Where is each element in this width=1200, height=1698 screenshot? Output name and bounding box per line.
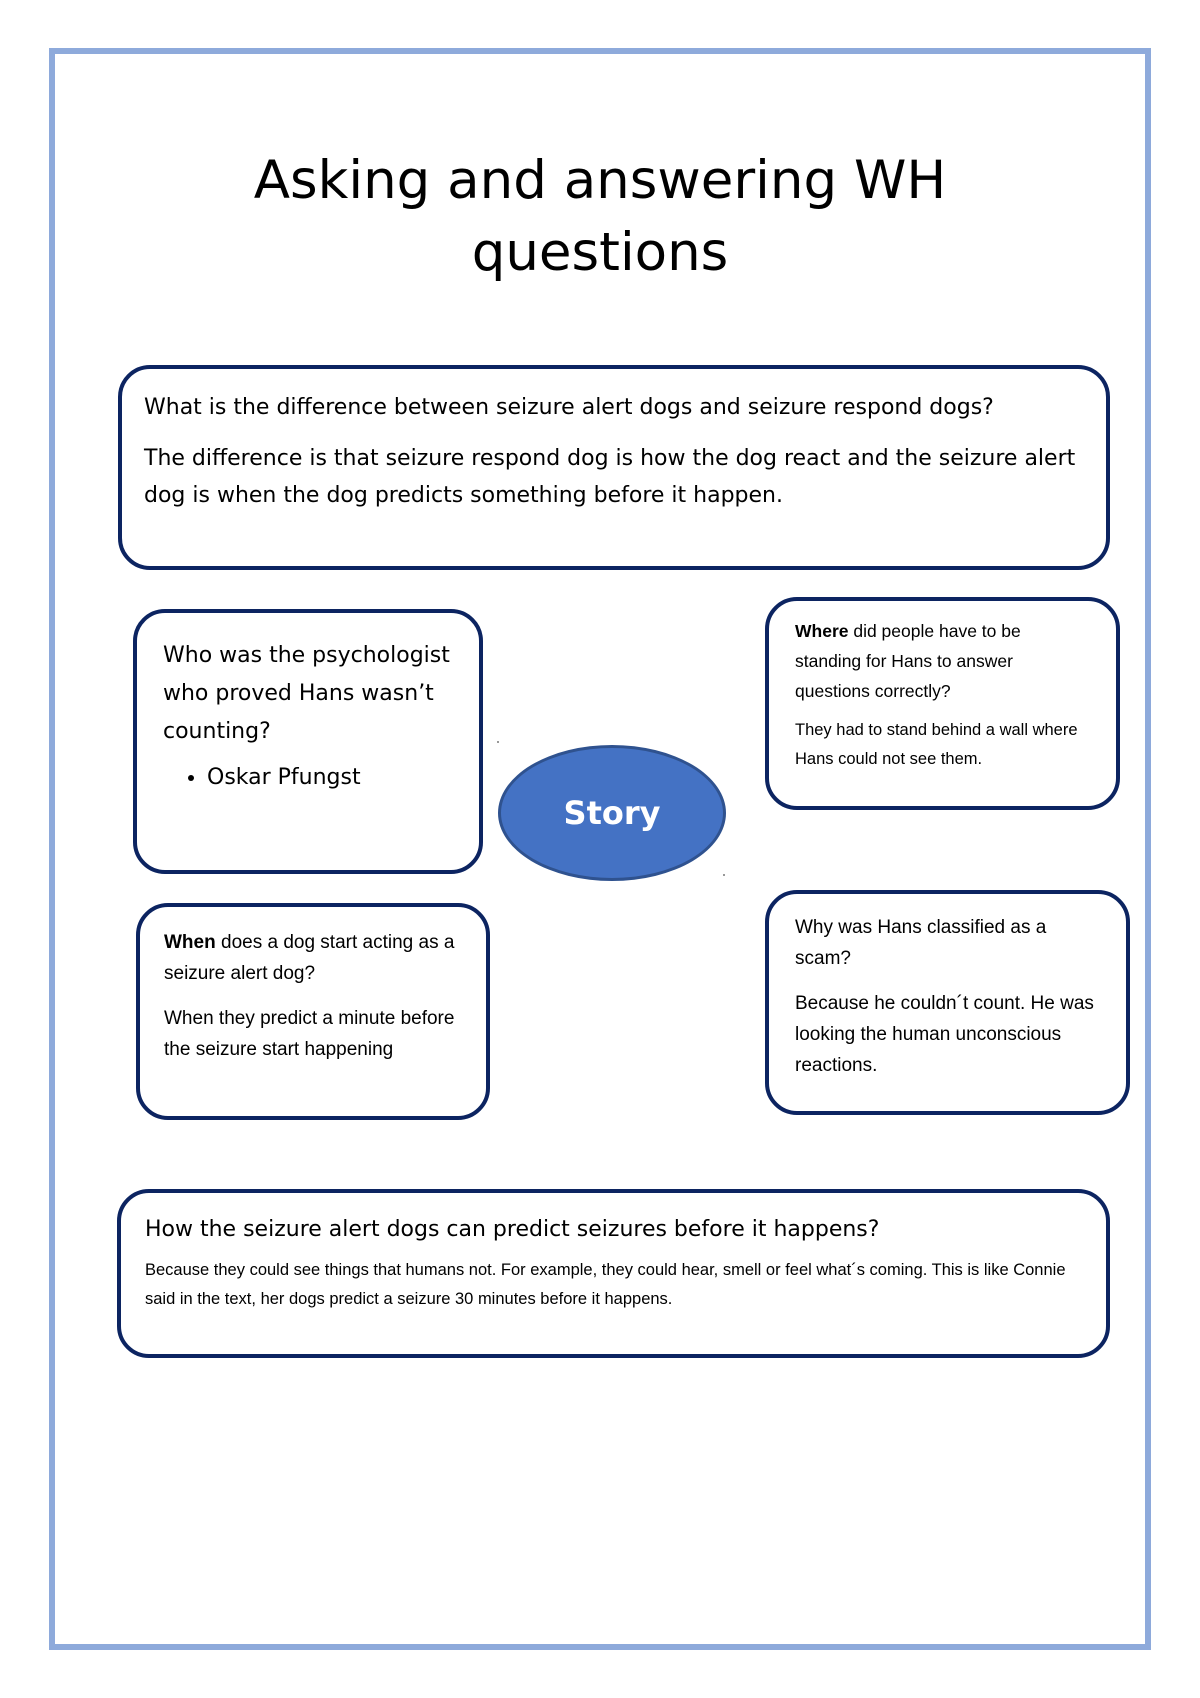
why-question-box bbox=[765, 890, 1130, 1115]
difference-question: What is the difference between seizure alert dogs and seizure respond dogs? bbox=[144, 395, 994, 420]
story-ellipse: Story bbox=[498, 745, 726, 881]
connector-dot bbox=[723, 874, 725, 876]
where-question-text: did people have to be standing for Hans to answer questions correctly? bbox=[795, 621, 1021, 701]
how-answer: Because they could see things that humans not. For example, they could hear, smell or feel what´s coming. This is like Connie said in the text, her dogs predict a seizure 30 minutes before it happens. bbox=[145, 1261, 1066, 1308]
when-keyword: When bbox=[164, 932, 216, 953]
where-answer: They had to stand behind a wall where Hans could not see them. bbox=[795, 721, 1078, 768]
when-answer: When they predict a minute before the seizure start happening bbox=[164, 1008, 455, 1060]
who-question: Who was the psychologist who proved Hans wasn’t counting? bbox=[163, 643, 450, 744]
where-question-box bbox=[765, 597, 1120, 810]
when-question-text: does a dog start acting as a seizure alert dog? bbox=[164, 932, 455, 984]
difference-question-box bbox=[118, 365, 1110, 570]
why-answer: Because he couldn´t count. He was looking the human unconscious reactions. bbox=[795, 993, 1094, 1076]
when-question bbox=[164, 927, 462, 989]
where-question bbox=[795, 616, 1090, 706]
why-question: Why was Hans classified as a scam? bbox=[795, 917, 1047, 969]
where-keyword: Where bbox=[795, 621, 849, 641]
connector-dot bbox=[497, 741, 499, 743]
who-question-box bbox=[133, 609, 483, 874]
who-answer-item: • Oskar Pfungst bbox=[207, 759, 453, 797]
when-question-box bbox=[136, 903, 490, 1120]
page-title: Asking and answering WH questions bbox=[253, 150, 947, 283]
who-answer-list bbox=[163, 759, 453, 797]
how-question-box bbox=[117, 1189, 1110, 1358]
difference-answer: The difference is that seizure respond dog is how the dog react and the seizure alert dog is when the dog predicts something before it happen. bbox=[144, 446, 1076, 508]
how-question: How the seizure alert dogs can predict seizures before it happens? bbox=[145, 1217, 880, 1242]
